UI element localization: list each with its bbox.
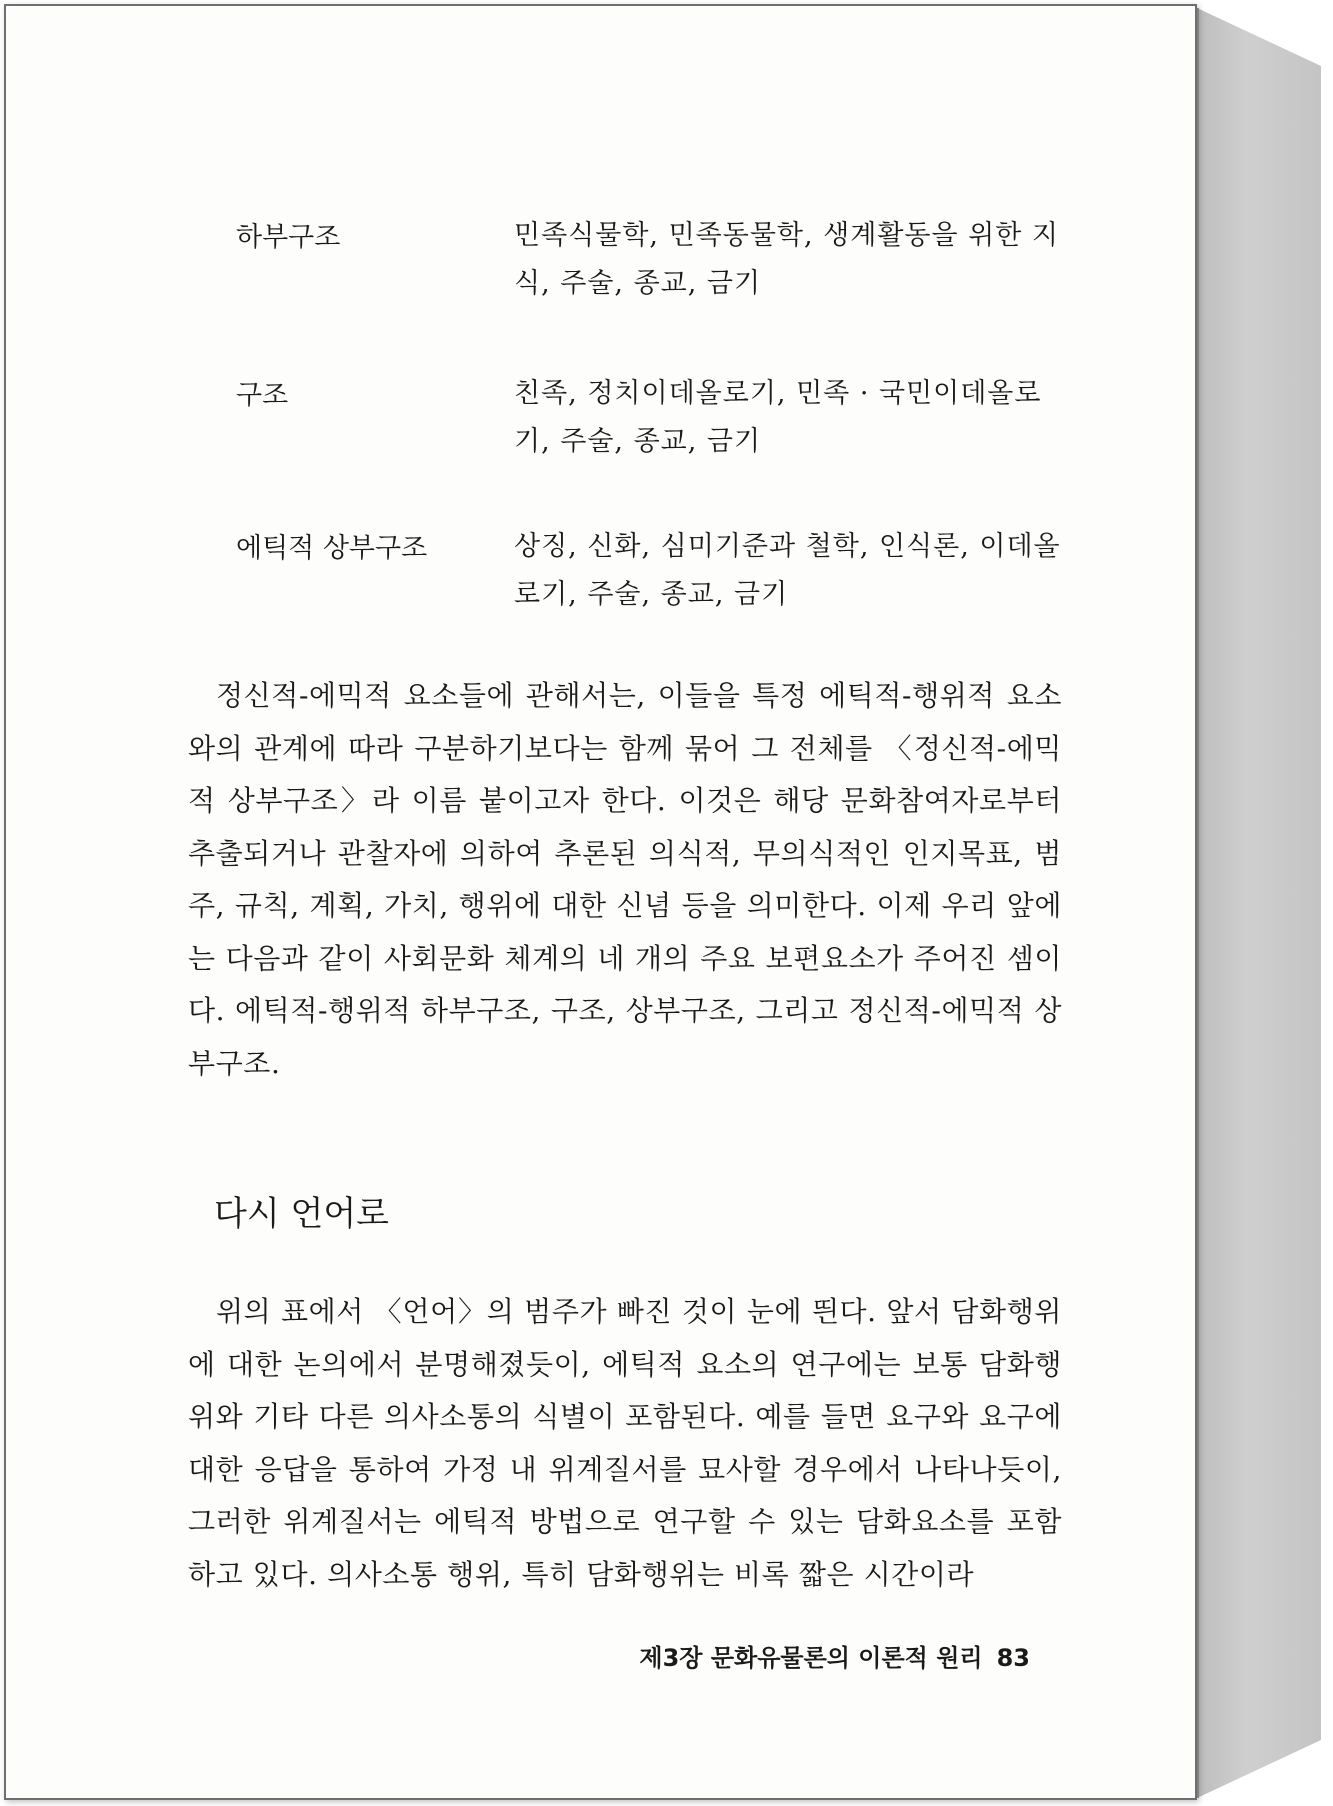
book-page xyxy=(4,4,1197,1800)
book-side-edge xyxy=(1197,8,1321,1798)
running-chapter-title: 제3장 문화유물론의 이론적 원리 xyxy=(639,1644,983,1672)
table-category: 하부구조 xyxy=(236,222,341,253)
page-number: 83 xyxy=(996,1644,1030,1672)
section-heading: 다시 언어로 xyxy=(214,1194,390,1234)
table-category: 구조 xyxy=(236,380,289,411)
table-description: 상징, 신화, 심미기준과 철학, 인식론, 이데올로기, 주술, 종교, 금기 xyxy=(514,531,1061,610)
body-paragraph: 위의 표에서 〈언어〉의 범주가 빠진 것이 눈에 띈다. 앞서 담화행위에 대한 논의에서 분명해졌듯이, 에틱적 요소의 연구에는 보통 담화행위와 기타 다른 의사소통의 식별이 포함된다. 예를 들면 요구와 요구에 대한 응답을 통하여 가정 내 위계질서를 묘사할 경우에서 나타나듯이, 그러한 위계질서는 에틱적 방법으로 연구할 수 있는 담화요소를 포함하고 있다. 의사소통 행위, 특히 담화행위는 비록 짧은 시간이라 xyxy=(188,1295,1062,1591)
table-description: 민족식물학, 민족동물학, 생계활동을 위한 지식, 주술, 종교, 금기 xyxy=(514,220,1059,299)
body-paragraph: 정신적-에믹적 요소들에 관해서는, 이들을 특정 에틱적-행위적 요소와의 관계에 따라 구분하기보다는 함께 묶어 그 전체를 〈정신적-에믹적 상부구조〉라 이름 붙이고자 한다. 이것은 해당 문화참여자로부터 추출되거나 관찰자에 의하여 추론된 의식적, 무의식적인 인지목표, 범주, 규칙, 계획, 가치, 행위에 대한 신념 등을 의미한다. 이제 우리 앞에는 다음과 같이 사회문화 체계의 네 개의 주요 보편요소가 주어진 셈이다. 에틱적-행위적 하부구조, 구조, 상부구조, 그리고 정신적-에믹적 상부구조. xyxy=(188,679,1062,1080)
table-category: 에틱적 상부구조 xyxy=(236,533,428,564)
book-spine-line xyxy=(1197,8,1199,1798)
page-footer xyxy=(639,1641,1030,1675)
table-description: 친족, 정치이데올로기, 민족 · 국민이데올로기, 주술, 종교, 금기 xyxy=(514,378,1042,457)
